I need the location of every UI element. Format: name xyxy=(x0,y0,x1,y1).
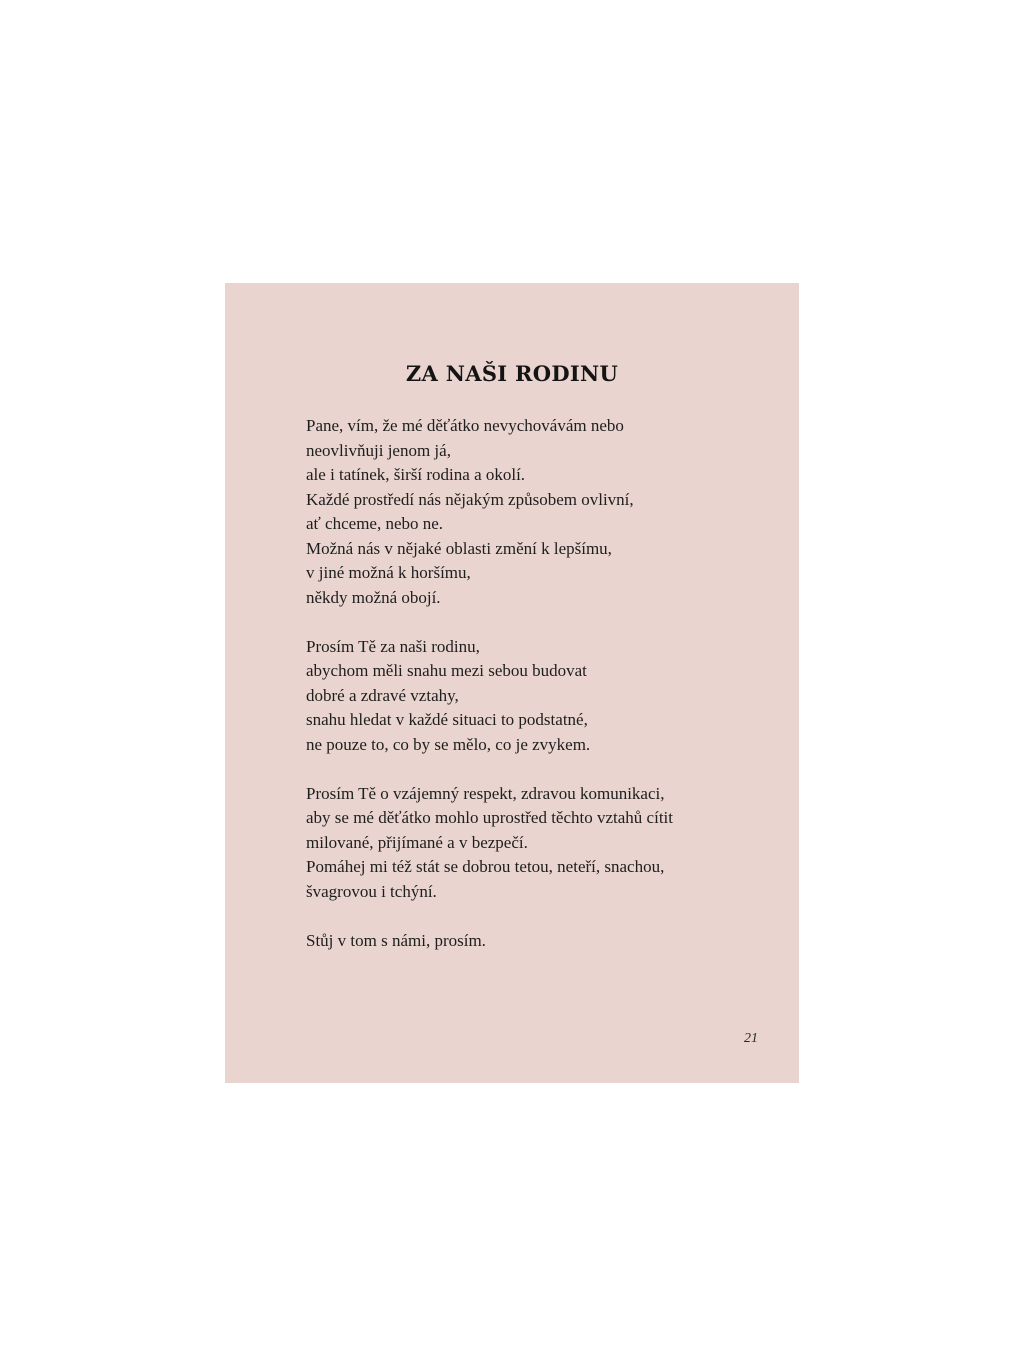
stanza-4 xyxy=(306,929,776,954)
text-line: Možná nás v nějaké oblasti změní k lepšímu, xyxy=(306,538,612,558)
prayer-text xyxy=(306,414,776,978)
text-line: Stůj v tom s námi, prosím. xyxy=(306,930,486,950)
stanza-1 xyxy=(306,414,776,610)
stanza-3 xyxy=(306,782,776,905)
text-line: někdy možná obojí. xyxy=(306,587,441,607)
text-line: Prosím Tě o vzájemný respekt, zdravou komunikaci, xyxy=(306,783,665,803)
text-line: ne pouze to, co by se mělo, co je zvykem. xyxy=(306,734,591,754)
text-line: dobré a zdravé vztahy, xyxy=(306,685,459,705)
text-line: Pane, vím, že mé děťátko nevychovávám nebo xyxy=(306,416,624,435)
text-line: Pomáhej mi též stát se dobrou tetou, neteří, snachou, xyxy=(306,857,665,876)
text-line: ať chceme, nebo ne. xyxy=(306,514,444,533)
text-line: Prosím Tě za naši rodinu, xyxy=(306,636,480,656)
text-line: snahu hledat v každé situaci to podstatné, xyxy=(306,710,588,729)
page-number: 21 xyxy=(744,1031,758,1046)
text-line: neovlivňuji jenom já, xyxy=(306,440,451,460)
book-page xyxy=(225,283,799,1083)
page-title: ZA NAŠI RODINU xyxy=(405,361,619,386)
text-line: ale i tatínek, širší rodina a okolí. xyxy=(306,465,526,484)
text-line: milované, přijímané a v bezpečí. xyxy=(306,832,528,852)
text-line: aby se mé děťátko mohlo uprostřed těchto vztahů cítit xyxy=(306,808,673,827)
text-line: v jiné možná k horšímu, xyxy=(306,563,471,582)
stanza-2 xyxy=(306,635,776,758)
text-line: švagrovou i tchýní. xyxy=(306,881,437,901)
text-line: abychom měli snahu mezi sebou budovat xyxy=(306,661,587,680)
text-line: Každé prostředí nás nějakým způsobem ovlivní, xyxy=(306,489,634,509)
